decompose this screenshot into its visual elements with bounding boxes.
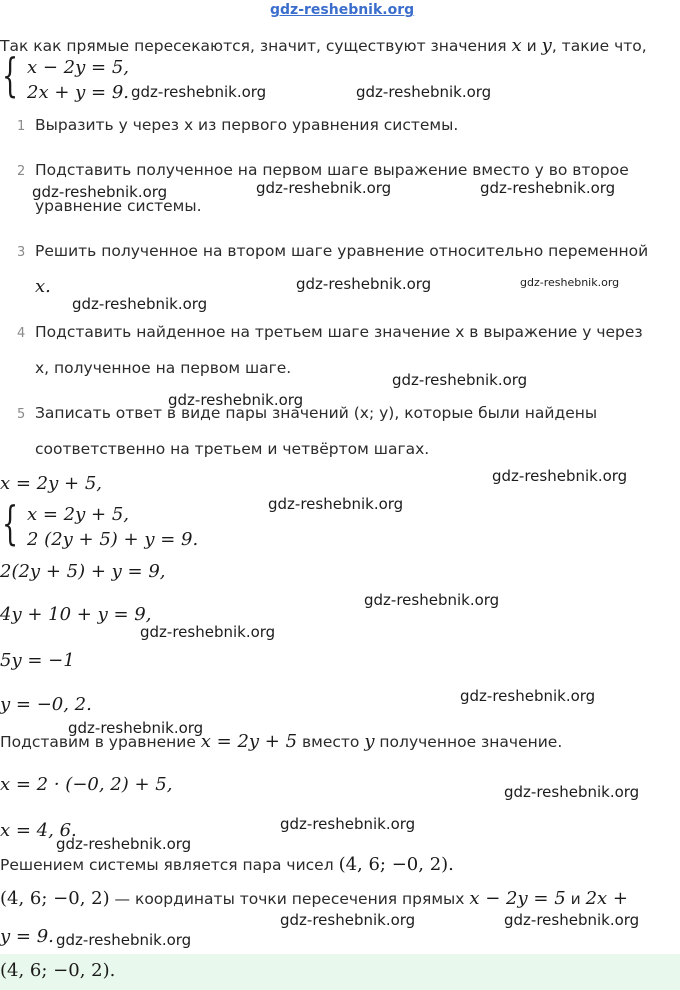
expr-x: x = 2y + 5,: [0, 473, 102, 494]
system-brace: {: [2, 496, 19, 550]
step-text: Выразить y через x из первого уравнения системы.: [35, 116, 459, 134]
watermark: gdz-reshebnik.org: [364, 591, 500, 609]
header-site-link[interactable]: gdz-reshebnik.org: [270, 2, 415, 18]
substitute-sentence: Подставим в уравнение x = 2y + 5 вместо y полученное значение.: [0, 731, 563, 752]
eq-line: y = −0, 2.: [0, 694, 92, 715]
watermark: gdz-reshebnik.org: [131, 83, 267, 101]
system1-eq1: x − 2y = 5,: [27, 57, 129, 78]
step-text: Подставить найденное на третьем шаге значение x в выражение y через: [35, 323, 643, 341]
watermark: gdz-reshebnik.org: [32, 183, 168, 201]
step-text-cont: x, полученное на первом шаге.: [35, 359, 292, 377]
watermark: gdz-reshebnik.org: [56, 835, 192, 853]
step-text-cont: уравнение системы.: [35, 197, 202, 215]
coords-sentence: (4, 6; −0, 2) — координаты точки пересечения прямых x − 2y = 5 и 2x +: [0, 888, 629, 909]
step-number: 4: [17, 326, 26, 341]
system2-eq2: 2 (2y + 5) + y = 9.: [27, 529, 199, 550]
eq-line: 2(2y + 5) + y = 9,: [0, 561, 166, 582]
step-number: 2: [17, 164, 26, 179]
step-number: 3: [17, 245, 26, 260]
watermark: gdz-reshebnik.org: [280, 815, 416, 833]
eq-line: 5y = −1: [0, 650, 75, 671]
solution-sentence: Решением системы является пара чисел (4, 6; −0, 2).: [0, 854, 454, 875]
watermark: gdz-reshebnik.org: [268, 495, 404, 513]
watermark: gdz-reshebnik.org: [140, 623, 276, 641]
watermark: gdz-reshebnik.org: [256, 179, 392, 197]
step-text-cont: x.: [35, 276, 51, 297]
watermark: gdz-reshebnik.org: [296, 275, 432, 293]
step-number: 1: [17, 119, 26, 134]
answer-value: (4, 6; −0, 2).: [0, 960, 116, 981]
watermark: gdz-reshebnik.org: [72, 295, 208, 313]
intro-sentence: Так как прямые пересекаются, значит, существуют значения x и y, такие что,: [0, 35, 647, 56]
eq-line: x = 2 · (−0, 2) + 5,: [0, 774, 173, 795]
system-brace: {: [2, 48, 19, 102]
watermark: gdz-reshebnik.org: [356, 83, 492, 101]
watermark: gdz-reshebnik.org: [460, 687, 596, 705]
watermark: gdz-reshebnik.org: [504, 783, 640, 801]
step-text-cont: соответственно на третьем и четвёртом шагах.: [35, 440, 430, 458]
step-number: 5: [17, 407, 26, 422]
watermark: gdz-reshebnik.org: [280, 911, 416, 929]
watermark: gdz-reshebnik.org: [56, 931, 192, 949]
watermark: gdz-reshebnik.org: [492, 467, 628, 485]
watermark: gdz-reshebnik.org: [68, 719, 204, 737]
system1-eq2: 2x + y = 9.: [27, 82, 129, 103]
watermark: gdz-reshebnik.org: [504, 911, 640, 929]
system2-eq1: x = 2y + 5,: [27, 504, 129, 525]
watermark: gdz-reshebnik.org: [480, 179, 616, 197]
eq-line: x = 4, 6.: [0, 820, 77, 841]
step-text: Подставить полученное на первом шаге выражение вместо y во второе: [35, 161, 629, 179]
watermark: gdz-reshebnik.org: [392, 371, 528, 389]
eq-line: 4y + 10 + y = 9,: [0, 604, 152, 625]
watermark: gdz-reshebnik.org: [168, 391, 304, 409]
step-text: Записать ответ в виде пары значений (x; y), которые были найдены: [35, 404, 598, 422]
coords-sentence-cont: y = 9.: [0, 926, 54, 947]
watermark: gdz-reshebnik.org: [520, 276, 620, 289]
step-text: Решить полученное на втором шаге уравнение относительно переменной: [35, 242, 649, 260]
